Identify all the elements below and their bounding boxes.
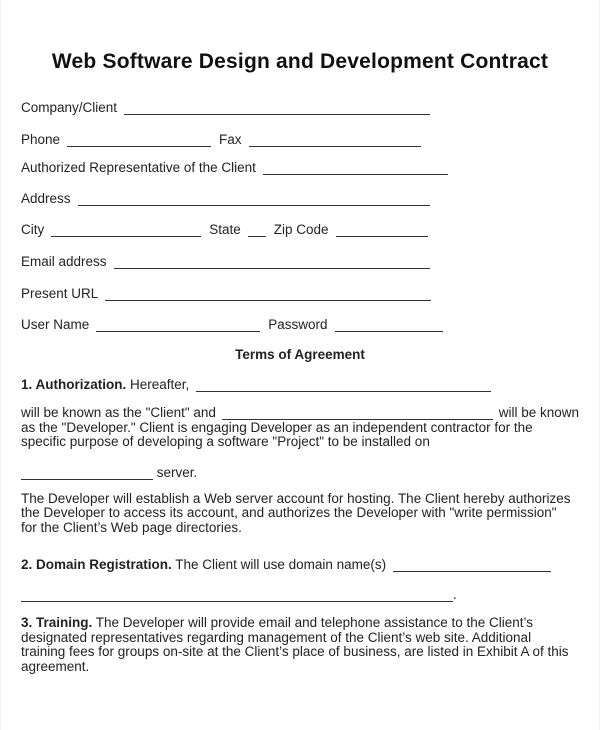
domain-names-blank [393, 559, 551, 572]
user-name-blank [96, 319, 260, 332]
form-row-phone-fax [21, 131, 579, 148]
form-row-company-client [21, 99, 579, 116]
company-client-blank [124, 102, 430, 115]
authorization-line1-pre: will be known as the "Client" and [21, 405, 216, 420]
zip-code-label: Zip Code [273, 222, 329, 237]
authorization-paragraph [21, 406, 579, 450]
domain-names-blank-line-2 [21, 589, 453, 602]
city-label: City [21, 222, 45, 237]
domain-registration-heading: 2. Domain Registration. [21, 557, 172, 572]
server-suffix: server. [156, 464, 198, 480]
form-row-city-state-zip [21, 221, 579, 238]
authorization-heading: 1. Authorization. [21, 377, 127, 392]
training-paragraph [21, 616, 579, 674]
city-blank [51, 224, 201, 237]
training-line-1 [21, 616, 579, 631]
address-label: Address [21, 191, 71, 206]
form-row-user-password [21, 316, 579, 333]
hosting-line-2: the Developer to access its account, and authorizes the Developer with "write permission" [21, 505, 557, 520]
terms-of-agreement-heading: Terms of Agreement [235, 347, 365, 362]
form-row-authorized-rep [21, 159, 579, 176]
present-url-blank [105, 288, 431, 301]
authorized-rep-blank [263, 162, 448, 175]
section-2-domain-registration [21, 556, 579, 573]
hosting-paragraph [21, 492, 579, 536]
section-1-authorization [21, 376, 579, 393]
phone-blank [67, 134, 211, 147]
email-label: Email address [21, 254, 107, 269]
training-heading: 3. Training. [21, 615, 93, 630]
fax-label: Fax [219, 132, 242, 147]
hosting-line-1: The Developer will establish a Web server account for hosting. The Client hereby authorizes [21, 490, 571, 506]
user-name-label: User Name [21, 317, 90, 332]
client-name-blank [196, 379, 491, 392]
authorized-rep-label: Authorized Representative of the Client [21, 160, 256, 175]
zip-code-blank [336, 224, 428, 237]
authorization-line1-post: will be known [498, 405, 579, 420]
domain-names-continued-row [21, 586, 579, 603]
phone-label: Phone [21, 132, 61, 147]
present-url-label: Present URL [21, 286, 99, 301]
authorization-lead-in: Hereafter, [130, 377, 190, 392]
authorization-line-1 [21, 406, 579, 421]
address-blank [78, 193, 430, 206]
authorization-line-2: as the "Developer." Client is engaging Developer as an independent contractor for the [21, 419, 533, 435]
training-line-3: training fees for groups on-site at the Client’s place of business, are listed in Exhibit A of this [21, 644, 569, 659]
state-blank [248, 224, 266, 237]
password-label: Password [268, 317, 328, 332]
server-name-blank [21, 467, 153, 480]
training-line-2: designated representatives regarding management of the Client’s web site. Additional [21, 629, 532, 645]
state-label: State [209, 222, 241, 237]
server-row [21, 464, 579, 481]
document-title: Web Software Design and Development Contract [51, 50, 549, 73]
company-client-label: Company/Client [21, 100, 118, 115]
authorization-line-3: specific purpose of developing a software "Project" to be installed on [21, 434, 430, 449]
fax-blank [249, 134, 421, 147]
training-line-4: agreement. [21, 658, 90, 674]
email-blank [114, 256, 430, 269]
password-blank [335, 319, 443, 332]
form-row-email [21, 253, 579, 270]
domain-registration-body: The Client will use domain name(s) [175, 557, 387, 572]
form-row-present-url [21, 285, 579, 302]
hosting-line-3: for the Client’s Web page directories. [21, 519, 242, 535]
form-row-address [21, 190, 579, 207]
domain-names-period: . [453, 587, 457, 602]
training-line1-text: The Developer will provide email and telephone assistance to the Client’s [95, 615, 534, 630]
